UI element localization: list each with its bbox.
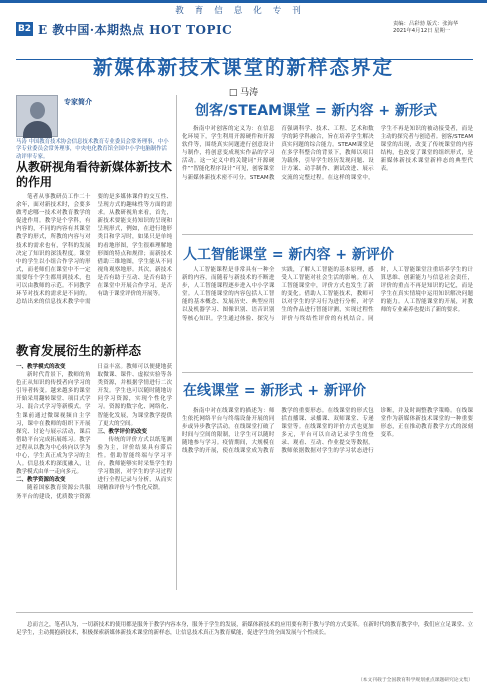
right-section3-title: 在线课堂 = 新形式 + 新评价: [183, 383, 366, 399]
article-title: 新媒体新技术课堂的新样态界定: [92, 56, 394, 79]
top-band: [0, 0, 487, 19]
photo-head: [30, 102, 45, 119]
left-sub3: 三、教学评价的改变: [97, 428, 148, 435]
right-section1-title: 创客/STEAM课堂 = 新内容 + 新形式: [195, 103, 438, 119]
editor-line: 责编：吕彩勃 版式：张海华: [393, 21, 459, 27]
left-sub3-text: 传统的评价方式以纸笔测验为主，评价结果具有滞后性。借助智能终端与学习平台，教师能够实时采集学生的学习数据，对学生的学习过程进行全程记录与分析，从而实现精准评价与个性化反馈。: [97, 436, 172, 492]
left-section2-title: 教育发展衍生的新样态: [16, 343, 142, 358]
author-photo: [16, 95, 58, 137]
left-sub1-text: 新时代背景下，教师的角色正从知识的传授者向学习的引导者转变。越来越多的课堂开始采用翻转课堂、项目式学习、混合式学习等新模式。学生课前通过微课视频自主学习，课中在教师的组织下开展探究、讨论与展示活动，课后借助平台完成拓展练习。教学过程从以教为中心转向以学为中心，学生真正成为学习的主人。信息技术的深度融入，让教学模式由单一走向多元。: [16, 372, 91, 476]
expert-intro: 马涛 中国教育技术协会信息技术教育专业委员会常务理事，中小学专业委员会常务理事，中央电化教育馆全国中小学电脑制作活动评审专家。: [16, 139, 169, 160]
right-section2-text: 人工智能课程是非常具有一种全新的内容，而随着与新技术的不断进步，人工智能课程逐步进入中小学课堂。人工智能课堂的内容包括人工智能的基本概念、发展历史、典型应用以及机器学习、图像识别、语音识别等核心知识。学生通过体验、探究与实践，了解人工智能的基本原理，感受人工智能对社会生活的影响。在人工智能课堂中，评价方式也发生了新的变化。借助人工智能技术，教师可以对学生的学习行为进行分析，对学生的作品进行智能评测，实现过程性评价与终结性评价的有机结合。同时，人工智能课堂注重培养学生的计算思维、创新能力与信息社会责任，评价的重点不再是知识的记忆，而是学生在真实情境中运用知识解决问题的能力。人工智能课堂的开展，对教师的专业素养也提出了新的要求。: [182, 267, 473, 322]
conclusion-text: 总而言之，笔者认为，一切新技术的使用都是服务于教学内容本身，服务于学生的发展，新媒体新技术的应用要有利于教与学的方式变革。在新时代的教育教学中，我们应立足课堂、立足学生，主动拥抱新技术，积极探索新媒体新技术课堂的新样态，让信息技术真正为教育赋能，促进学生的全面发展与个性成长。: [16, 622, 473, 637]
expert-label: 专家简介: [64, 98, 92, 106]
header-meta: [393, 21, 473, 35]
page-header: [0, 19, 487, 43]
masthead: E 教中国·本期热点 HOT TOPIC: [38, 23, 233, 37]
issue-date: 2021年4月12日 星期一: [393, 28, 451, 34]
photo-body: [23, 121, 52, 138]
section-rule-1: [182, 234, 473, 235]
left-sub1: 一、教学模式的改变: [16, 364, 66, 370]
footer-note: （本文刊载于全国教育科学规划重点课题研究论文集）: [357, 678, 473, 683]
page-number: B2: [17, 24, 32, 34]
left-section1-title: 从教研视角看待新媒体新技术的作用: [16, 160, 173, 189]
left-section1-text: 笔者从事教研员工作二十余年，面对新技术时，会要多做考虑哪一技术对教育教学的促进作用。教学是个学科，有内容的，不同的内容有其课堂教学的形式，所教的内容与对技术的需求也有，学科的发展决定了知识的深浅程度。课堂中的学生以小组合作学习的形式，而老师们在课堂中不一定需要每个学生都用到技术，也可以由教师的示范。不同教学环节对技术的需求是不同的。总结出来的信息技术教学中需要的是多媒体课件的交互性、呈现方式的趣味性等方面的需求。从教研视角来看，首先，新技术要能支持知识的呈现和呈现形式，例如，在进行地形类目和学习时，如果只是单纯的看地形图，学生很难理解地形图的特点和规律；而新技术借助三维地图，学生能从不同视角观察地形。其次，新技术是否有助于互动、是否有助于在课堂中开展合作学习，是否有助于课堂评价的开展等。: [16, 194, 172, 306]
left-sub2-text: 随着国家教育资源公共服务平台的建设，优质数字资源日益丰富。教师可以便捷地获取微课、课件、虚拟实验等各类资源，并根据学情进行二次开发。学生也可以随时随地访问学习资源，实现个性化学习。资源的数字化、网络化、智能化发展，为课堂教学提供了更大的空间。: [16, 364, 172, 500]
left-sub2: 二、教学资源的改变: [16, 477, 66, 484]
channel-banner: 教育信息化专刊: [175, 6, 312, 16]
left-section2-body: [16, 363, 172, 590]
conclusion-rule: [16, 612, 473, 613]
column-divider: [176, 95, 177, 590]
article-author: □ 马涛: [228, 88, 259, 98]
section-rule-2: [182, 372, 473, 373]
right-section1-text: 指南中对创客的定义为：在信息化环境下，学生利用开源硬件和开源软件等，围绕真实问题进行创意设计与制作，将创意变成现实作品的学习活动。这一定义中的关键词“开源硬件”“智能化程序设计”可见，创客课堂与新媒体新技术密不可分。STEAM教育强调科学、技术、工程、艺术和数学的跨学科融合，旨在培养学生解决真实问题的综合能力。STEAM课堂是在多学科整合的背景下，教师以项目为载体，引导学生经历发现问题、设计方案、动手制作、测试改进、展示交流的完整过程。在这样的课堂中，学生不再是知识的被动接受者，而是主动的探究者与创造者。创客/STEAM课堂的出现，改变了传统课堂的内容结构，也改变了课堂的组织形式，是新媒体新技术课堂新样态的典型代表。: [182, 126, 473, 181]
right-section3-text: 指南中对在线课堂的描述为：师生依托网络平台与终端设备开展的同步或异步教学活动。在线课堂打破了时间与空间的限制，让学生可以随时随地参与学习。疫情期间，大规模在线教学的开展，使在线课堂成为教育教学的重要形态。在线课堂的形式包括直播课、录播课、双师课堂、专递课堂等。在线课堂的评价方式也更加多元，平台可以自动记录学生的登录、观看、互动、作业提交等数据，教师依据数据对学生的学习状态进行诊断，并及时调整教学策略。在线课堂作为新媒体新技术课堂的一种重要形态，正在推动教育教学方式的深刻变革。: [182, 408, 473, 455]
top-rule: [0, 0, 487, 3]
right-section2-title: 人工智能课堂 = 新内容 + 新评价: [183, 247, 394, 263]
